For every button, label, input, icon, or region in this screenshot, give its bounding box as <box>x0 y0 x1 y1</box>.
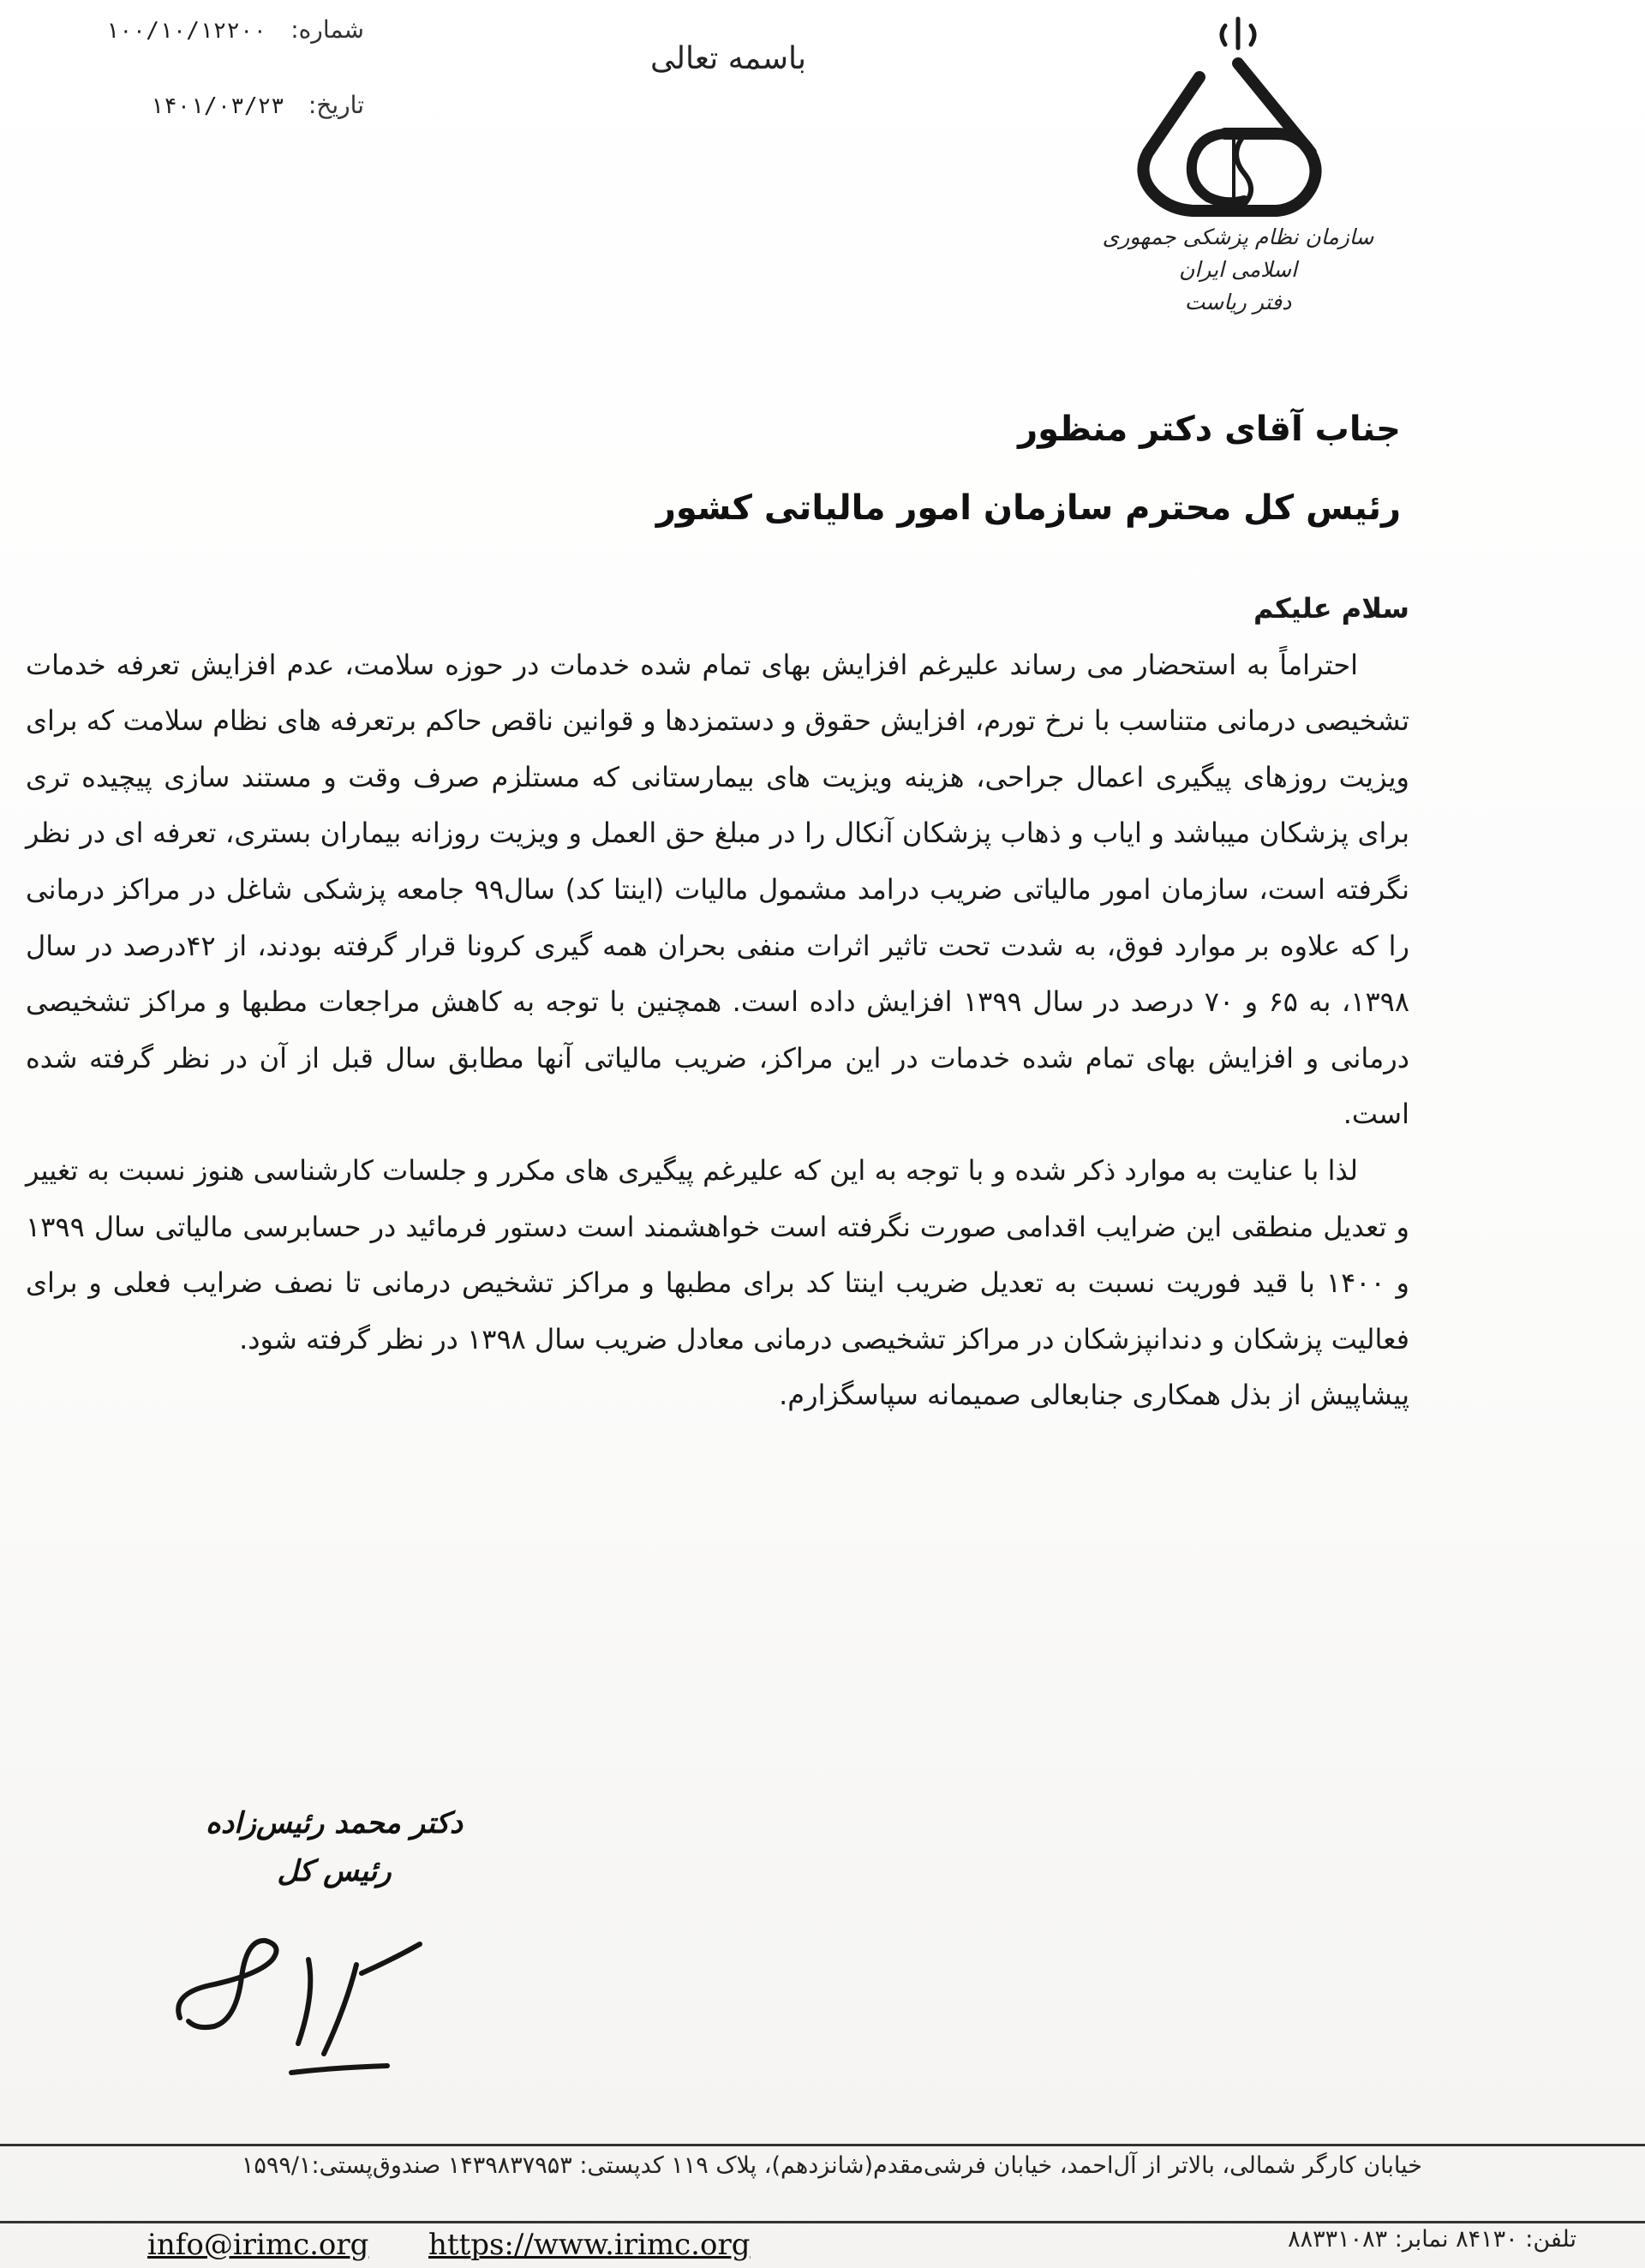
emblem-icon <box>1143 19 1315 211</box>
letter-body <box>26 581 1409 1424</box>
signer-block <box>154 1799 514 1895</box>
footer-divider-bottom <box>0 2221 1645 2223</box>
addressee-name: جناب آقای دکتر منظور <box>1018 410 1401 449</box>
footer-web-contacts <box>137 2228 1234 2262</box>
document-meta <box>81 15 364 166</box>
signer-title: رئیس کل <box>277 1854 392 1888</box>
letter-date-row <box>81 91 364 166</box>
footer-address: خیابان کارگر شمالی، بالاتر از آل‌احمد، خیابان فرشی‌مقدم(شانزدهم)، پلاک ۱۱۹ کدپستی: ۱۴۳۹۸۳۷۹۵۳ صندوق‌پستی:۱۵۹۹/۱ <box>241 2152 1422 2179</box>
letter-date-value: ۱۴۰۱/۰۳/۲۳ <box>150 93 284 119</box>
footer-phone: تلفن: ۸۴۱۳۰ نمابر: ۸۸۳۳۱۰۸۳ <box>1288 2226 1576 2253</box>
closing-line: پیشاپیش از بذل همکاری جنابعالی صمیمانه سپاسگزارم. <box>779 1379 1409 1412</box>
organization-office: دفتر ریاست <box>1184 290 1292 314</box>
organization-caption <box>1088 221 1388 319</box>
body-paragraph-1: احتراماً به استحضار می رساند علیرغم افزایش بهای تمام شده خدمات در حوزه سلامت، عدم افزایش تعرفه خدمات تشخیصی درمانی متناسب با نرخ تورم، افزایش حقوق و دستمزدها و قوانین ناقص حاکم برتعرفه های نظام سلامت که برای ویزیت روزهای پیگیری اعمال جراحی، هزینه ویزیت های بیمارستانی که مستلزم صرف وقت و مستند سازی پیچیده تری برای پزشکان میباشد و ایاب و ذهاب پزشکان آنکال را در مبلغ حق العمل و ویزیت روزانه بیماران بستری، تعرفه ای در نظر نگرفته است، سازمان امور مالیاتی ضریب درامد مشمول مالیات (اینتا کد) سال۹۹ جامعه پزشکی شاغل در مراکز درمانی را که علاوه بر موارد فوق، به شدت تحت تاثیر اثرات منفی بحران همه گیری کرونا قرار گرفته بودند، از ۴۲درصد در سال ۱۳۹۸، به ۶۵ و ۷۰ درصد در سال ۱۳۹۹ افزایش داده است. همچنین با توجه به کاهش مراجعات مطبها و مراکز تشخیصی درمانی و افزایش بهای تمام شده خدمات در این مراکز، ضریب مالیاتی آنها مطابق سال قبل از آن در نظر گرفته شده است. <box>26 648 1410 1131</box>
addressee-block <box>458 390 1401 548</box>
addressee-title: رئیس کل محترم سازمان امور مالیاتی کشور <box>655 488 1401 528</box>
letter-date-label: تاریخ: <box>308 91 364 119</box>
footer-email-link[interactable]: info@irimc.org <box>147 2228 369 2262</box>
handwritten-signature <box>163 1898 446 2086</box>
letter-number-label: شماره: <box>290 15 364 44</box>
footer-divider-top <box>0 2144 1645 2146</box>
signer-name: دکتر محمد رئیس‌زاده <box>206 1806 463 1840</box>
salutation: سلام علیکم <box>1253 592 1409 625</box>
body-paragraph-2: لذا با عنایت به موارد ذکر شده و با توجه به این که علیرغم پیگیری های مکرر و جلسات کارشناسی هنوز نسبت به تغییر و تعدیل منطقی این ضرایب اقدامی صورت نگرفته است خواهشمند است دستور فرمائید در حسابرسی مالیاتی سال ۱۳۹۹ و ۱۴۰۰ با قید فوریت نسبت به تعدیل ضریب اینتا کد برای مطبها و مراکز تشخیص درمانی تا نصف ضرایب فعلی و برای فعالیت پزشکان و دندانپزشکان در مراکز تشخیصی درمانی معادل ضریب سال ۱۳۹۸ در نظر گرفته شود. <box>26 1153 1410 1355</box>
footer-website-link[interactable]: https://www.irimc.org <box>428 2228 751 2262</box>
letter-number-value: ۱۰۰/۱۰/۱۲۲۰۰ <box>105 18 267 44</box>
letter-number-row <box>81 15 364 91</box>
invocation-heading: باسمه تعالی <box>649 41 807 76</box>
organization-name: سازمان نظام پزشکی جمهوری اسلامی ایران <box>1102 224 1374 282</box>
